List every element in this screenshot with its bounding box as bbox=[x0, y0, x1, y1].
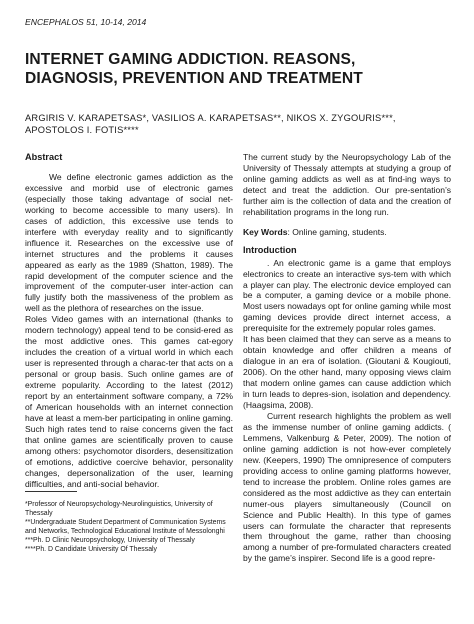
abstract-paragraph-1: We define electronic games addiction as the excessive and morbid use of electronic games (especially those taking advantage of social net-working to become accessible to many users). In cases of addiction, this excessive use tends to interfere with everyday reality and to significantly influence it. Researches on the excessive use of internet structures and the problems it causes appeared as early as the 1989 (Shatton, 1989). The rapid development of the computer science and the improvement of the computer-user inter-action can fully justify both the massiveness of the problem as well as the plethora of researches on the issue. bbox=[25, 171, 233, 314]
footnote-3: ***Ph. D Clinic Neuropsychology, University of Thessaly bbox=[25, 537, 195, 545]
introduction-paragraph-3: Current research highlights the problem as well as the immense number of online gaming addicts. ( Lemmens, Valkenburg & Peter, 2009). The notion of online gaming addiction is not how-ever completely new. (Keepers, 1990) The omnipresence of computers providing access to online gaming platforms however, tend to increase the problem. Online roles games are considered as the most addictive as they can entertain numer-ous players simultaneously (Council on Science and Public Health). In this type of games users can formulate the character that represents them throughout the game, rather than choosing among a number of pre-formulated characters created by the game’s inspirer. Second life is a good repre- bbox=[243, 410, 451, 564]
abstract-heading: Abstract bbox=[25, 152, 63, 162]
introduction-heading: Introduction bbox=[243, 244, 297, 255]
footnote-divider bbox=[25, 491, 77, 492]
introduction-paragraph-2: It has been claimed that they can serve as a means to obtain knowledge and offer children a means of dialogue in an era of isolation. (Gioutani & Kougiouti, 2006). On the other hand, many opposing views claim that modern online games can cause addiction which in turn leads to depres-sion, isolation and dependency.(Haagsima, 2008). bbox=[243, 334, 451, 411]
article-title: INTERNET GAMING ADDICTION. REASONS, DIAGNOSIS, PREVENTION AND TREATMENT bbox=[25, 51, 363, 87]
keywords-label: Key Words bbox=[243, 226, 288, 237]
introduction-paragraph-1: . An electronic game is a game that employs electronics to create an interactive sys-tem with which a player can play. The electronic device employed can be a computer, a gaming device or a mobile phone. Most users nowadays opt for online gaming while most gaming devices provide direct internet access, a prerequisite for the extremely popular roles games. bbox=[243, 257, 451, 334]
author-list: ARGIRIS V. KARAPETSAS*, VASILIOS A. KARAPETSAS**, NIKOS X. ZYGOURIS***, APOSTOLOS I. FOTIS**** bbox=[25, 113, 396, 135]
footnote-2: **Undergraduate Student Department of Communication Systems and Networks, Technological Educational Institute of Messolonghi bbox=[25, 519, 226, 536]
left-column bbox=[25, 152, 233, 490]
footnote-1: *Professor of Neuropsychology-Neurolinguistics, University of Thessaly bbox=[25, 501, 213, 518]
journal-reference: ENCEPHALOS 51, 10-14, 2014 bbox=[25, 17, 147, 27]
footnote-4: ****Ph. D Candidate University Of Thessaly bbox=[25, 546, 158, 554]
keywords-text: : Online gaming, students. bbox=[287, 226, 387, 237]
abstract-paragraph-2: Roles Video games with an international (thanks to modern technology) appeal tend to be consid-ered as the most addictive ones. This games cat-egory includes the creation of a virtual world in which each user is represented through a charac-ter that acts on a personal or group basis. Such online games are of extreme popularity. According to the latest (2012) report by an entertainment software company, a 72% of American households with an internet connection have at least a mem-ber participating in online gaming. Such high rates tend to raise concerns given the fact that online games are scientifically proven to cause among others: psychomotor disorders, desensitization of emotions, addictive coercive behavior, personality changes, depersonalization of the user, learning difficulties, and anti-social behavior. bbox=[25, 314, 233, 489]
abstract-paragraph-3: The current study by the Neuropsychology Lab of the University of Thessaly attempts at studying a group of online gaming addicts as well as at find-ing ways to detect and treat the addiction. Our pre-sentation’s further aim is the collection of data and the creation of rehabilitation programs in the long run. bbox=[243, 152, 451, 217]
keywords-line bbox=[243, 227, 451, 238]
right-column bbox=[243, 152, 451, 564]
author-footnotes bbox=[25, 491, 233, 555]
